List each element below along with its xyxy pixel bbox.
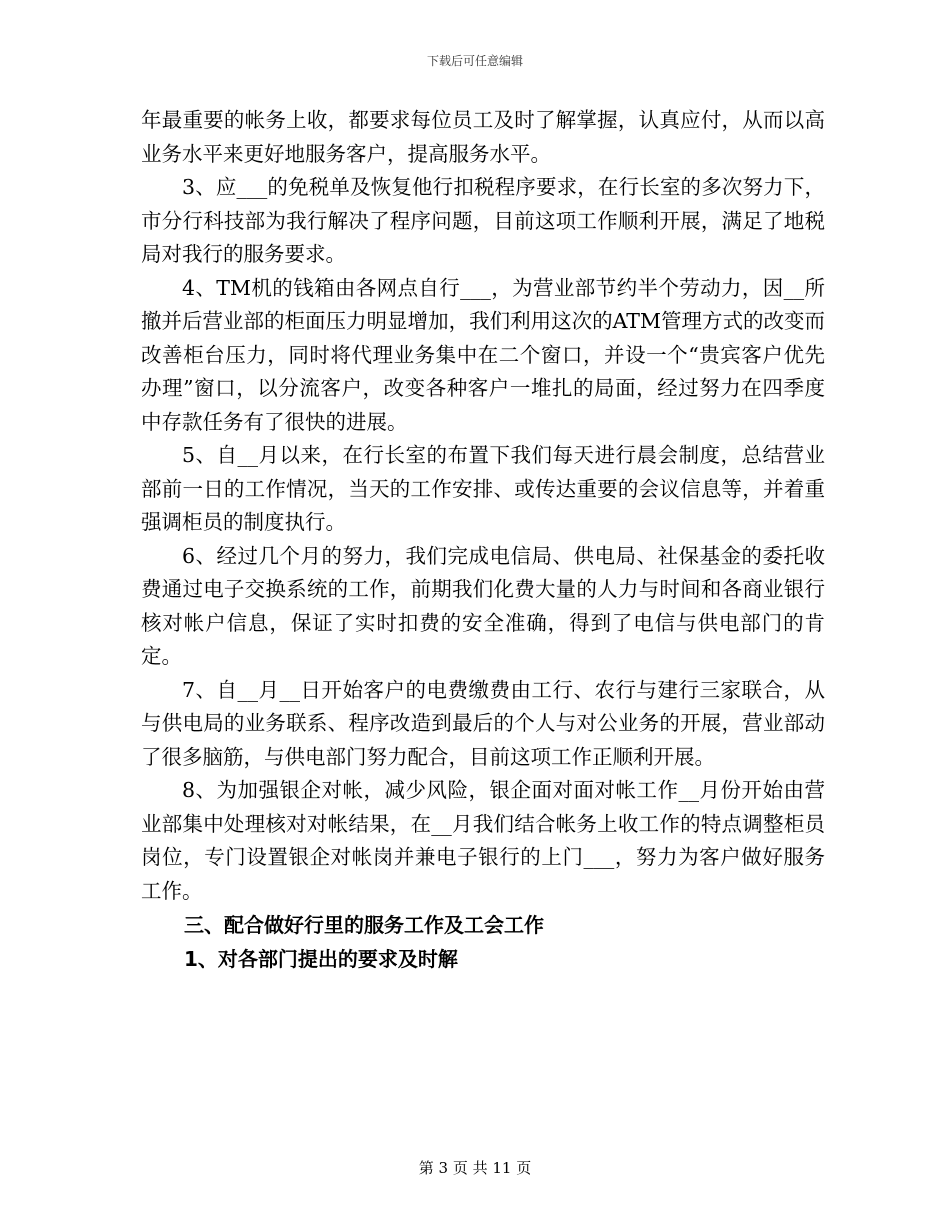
paragraph-item-8: 8、为加强银企对帐，减少风险，银企面对面对帐工作__月份开始由营业部集中处理核对对帐结果，在__月我们结合帐务上收工作的特点调整柜员岗位，专门设置银企对帐岗并兼电子银行的上门___，努力为客户做好服务工作。 [141,778,825,903]
paragraph-item-5: 5、自__月以来，在行长室的布置下我们每天进行晨会制度，总结营业部前一日的工作情况，当天的工作安排、或传达重要的会议信息等，并着重强调柜员的制度执行。 [141,443,825,534]
paragraph-item-3: 3、应___的免税单及恢复他行扣税程序要求，在行长室的多次努力下，市分行科技部为我行解决了程序问题，目前这项工作顺利开展，满足了地税局对我行的服务要求。 [141,175,825,266]
paragraph-item-6: 6、经过几个月的努力，我们完成电信局、供电局、社保基金的委托收费通过电子交换系统的工作，前期我们化费大量的人力与时间和各商业银行核对帐户信息，保证了实时扣费的安全准确，得到了电信与供电部门的肯定。 [141,543,825,668]
page-header: 下载后可任意编辑 [426,54,523,68]
paragraph-item-4: 4、TM机的钱箱由各网点自行___，为营业部节约半个劳动力，因__所撤并后营业部的柜面压力明显增加，我们利用这次的ATM管理方式的改变而改善柜台压力，同时将代理业务集中在二个窗口，并设一个“贵宾客户优先办理”窗口，以分流客户，改变各种客户一堆扎的局面，经过努力在四季度中存款任务有了很快的进展。 [141,275,825,434]
paragraph-continuation: 年最重要的帐务上收，都要求每位员工及时了解掌握，认真应付，从而以高业务水平来更好地服务客户，提高服务水平。 [141,108,825,166]
subsection-heading: 1、对各部门提出的要求及时解 [184,947,458,971]
page-footer: 第 3 页 共 11 页 [418,1159,532,1177]
paragraph-item-7: 7、自__月__日开始客户的电费缴费由工行、农行与建行三家联合，从与供电局的业务联系、程序改造到最后的个人与对公业务的开展，营业部动了很多脑筋，与供电部门努力配合，目前这项工作正顺利开展。 [141,677,825,769]
document-body [141,104,825,976]
section-heading: 三、配合做好行里的服务工作及工会工作 [184,913,544,937]
